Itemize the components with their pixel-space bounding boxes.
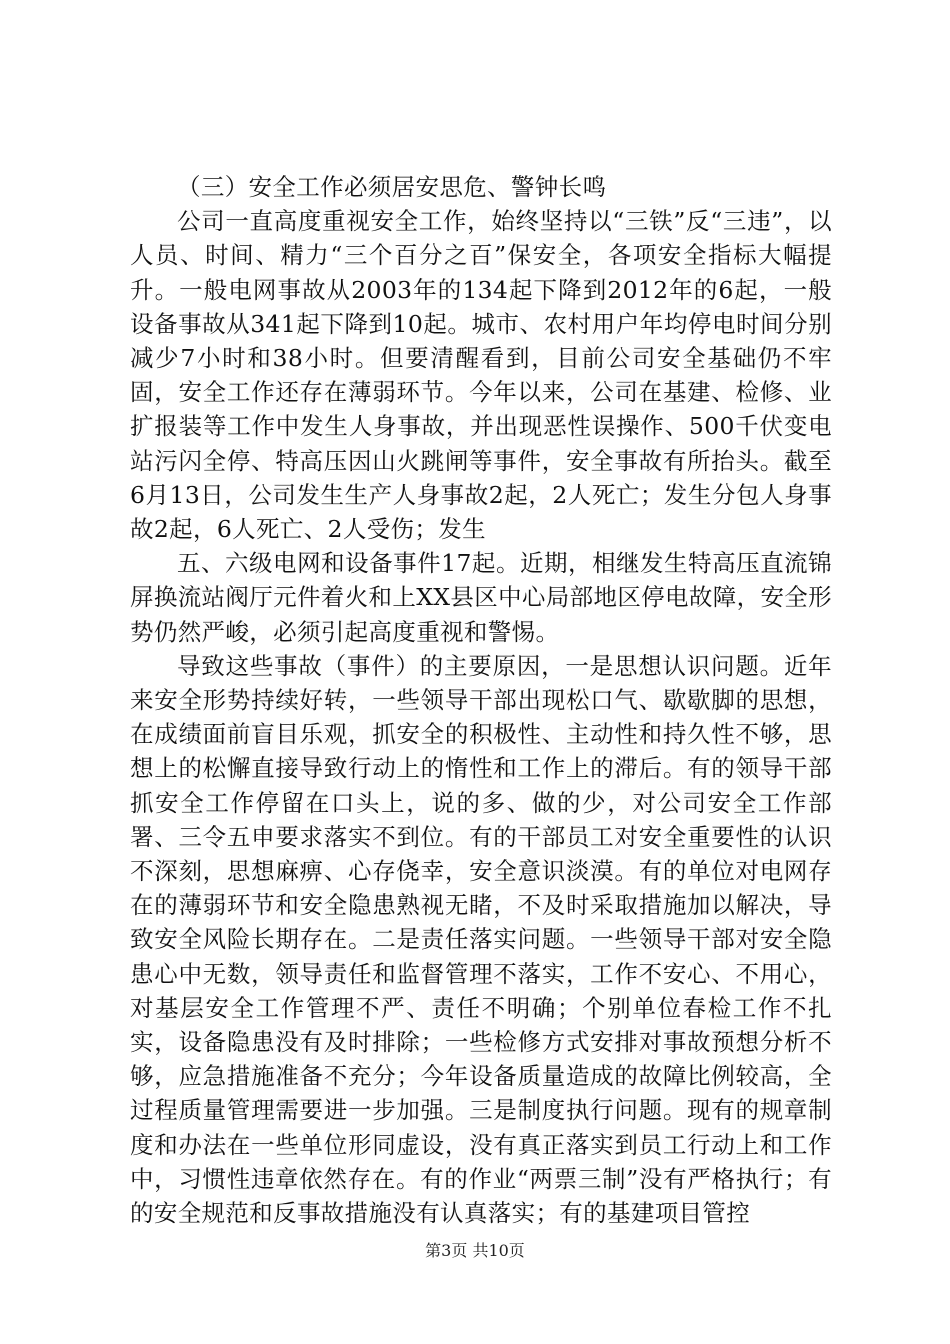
paragraph-recent-events: 五、六级电网和设备事件17起。近期，相继发生特高压直流锦屏换流站阀厅元件着火和上XX县区中心局部地区停电故障，安全形势仍然严峻，必须引起高度重视和警惕。 <box>130 549 832 646</box>
document-body <box>130 170 832 1230</box>
page-number-footer: 第3页 共10页 <box>425 1241 525 1260</box>
section-heading: （三）安全工作必须居安思危、警钟长鸣 <box>177 173 607 201</box>
paragraph-safety-record: 公司一直高度重视安全工作，始终坚持以“三铁”反“三违”，以人员、时间、精力“三个百分之百”保安全，各项安全指标大幅提升。一般电网事故从2003年的134起下降到2012年的6起，一般设备事故从341起下降到10起。城市、农村用户年均停电时间分别减少7小时和38小时。但要清醒看到，目前公司安全基础仍不牢固，安全工作还存在薄弱环节。今年以来，公司在基建、检修、业扩报装等工作中发生人身事故，并出现恶性误操作、500千伏变电站污闪全停、特高压因山火跳闸等事件，安全事故有所抬头。截至6月13日，公司发生生产人身事故2起，2人死亡；发生分包人身事故2起，6人死亡、2人受伤；发生 <box>130 207 832 544</box>
paragraph-main-causes: 导致这些事故（事件）的主要原因，一是思想认识问题。近年来安全形势持续好转，一些领导干部出现松口气、歇歇脚的思想，在成绩面前盲目乐观，抓安全的积极性、主动性和持久性不够，思想上的松懈直接导致行动上的惰性和工作上的滞后。有的领导干部抓安全工作停留在口头上，说的多、做的少，对公司安全工作部署、三令五申要求落实不到位。有的干部员工对安全重要性的认识不深刻，思想麻痹、心存侥幸，安全意识淡漠。有的单位对电网存在的薄弱环节和安全隐患熟视无睹，不及时采取措施加以解决，导致安全风险长期存在。二是责任落实问题。一些领导干部对安全隐患心中无数，领导责任和监督管理不落实，工作不安心、不用心，对基层安全工作管理不严、责任不明确；个别单位春检工作不扎实，设备隐患没有及时排除；一些检修方式安排对事故预想分析不够，应急措施准备不充分；今年设备质量造成的故障比例较高，全过程质量管理需要进一步加强。三是制度执行问题。现有的规章制度和办法在一些单位形同虚设，没有真正落实到员工行动上和工作中，习惯性违章依然存在。有的作业“两票三制”没有严格执行；有的安全规范和反事故措施没有认真落实；有的基建项目管控 <box>130 651 832 1228</box>
